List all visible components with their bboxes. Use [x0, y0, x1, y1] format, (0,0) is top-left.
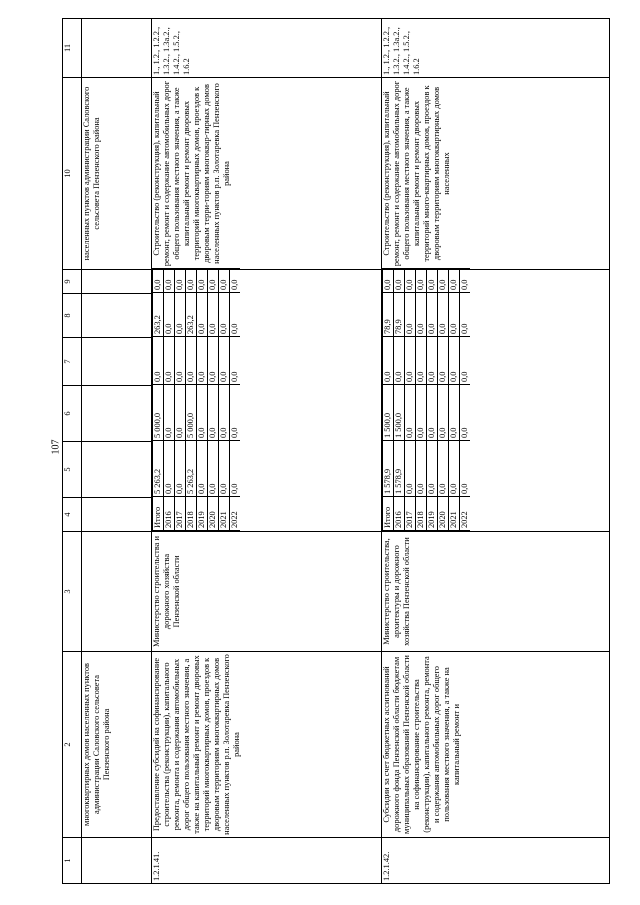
year-row: Итого 5 263,2 5 000,0 0,0 263,2 0,0 — [153, 269, 164, 531]
header-cell: 9 — [63, 270, 82, 294]
financing-table — [152, 268, 240, 531]
header-cell: 2 — [63, 652, 82, 838]
financing-block — [382, 270, 610, 532]
header-cell: 1 — [63, 838, 82, 884]
year-row: 2019 0,0 0,0 0,0 0,0 0,0 — [427, 269, 438, 531]
page-number: 107 — [50, 439, 61, 455]
table-row — [382, 19, 610, 884]
year-row: 2017 0,0 0,0 0,0 0,0 0,0 — [175, 269, 186, 531]
header-cell: 10 — [63, 78, 82, 270]
continuation-name: многоквартирных домов населенных пунктов администрации Саловского сельсовета Пензенского района — [82, 652, 152, 838]
header-cell: 4 — [63, 498, 82, 532]
header-cell: 3 — [63, 532, 82, 652]
year-row: 2022 0,0 0,0 0,0 0,0 0,0 — [230, 269, 241, 531]
year-row: 2016 1 578,9 1 500,0 0,0 78,9 0,0 — [394, 269, 405, 531]
year-row: 2017 0,0 0,0 0,0 0,0 0,0 — [405, 269, 416, 531]
year-row: 2018 5 263,2 5 000,0 0,0 263,2 0,0 — [186, 269, 197, 531]
year-row: 2020 0,0 0,0 0,0 0,0 0,0 — [438, 269, 449, 531]
program-table — [62, 18, 610, 884]
header-cell: 6 — [63, 386, 82, 442]
expected-result: Строительство (реконструкция), капитальный ремонт, ремонт и содержание автомобильных дорог общего пользования местного значения, а также капитальный ремонт и ремонт дворовых территорий многоквартирных домов, проездов к дворовым терри-ториям многоквар-тирных домов населенных пунктов р.п. Золотаревка Пензенского района — [152, 78, 382, 270]
continuation-result: населенных пунктов администрации Саловского сельсовета Пензенского района — [82, 78, 152, 270]
year-row: 2022 0,0 0,0 0,0 0,0 0,0 — [460, 269, 471, 531]
header-row — [63, 19, 82, 884]
executor: Министерство строительства и дорожного хозяйства Пензенской области — [152, 532, 382, 652]
year-row: 2016 0,0 0,0 0,0 0,0 0,0 — [164, 269, 175, 531]
header-cell: 7 — [63, 338, 82, 386]
indicator-refs: 1., 1.2., 1.2.2., 1.3.2., 1.3а.2., 1.4.2., 1.5.2., 1.6.2 — [382, 19, 610, 78]
year-row: 2019 0,0 0,0 0,0 0,0 0,0 — [197, 269, 208, 531]
year-row: 2021 0,0 0,0 0,0 0,0 0,0 — [449, 269, 460, 531]
indicator-refs: 1., 1.2., 1.2.2., 1.3.2., 1.3а.2., 1.4.2., 1.5.2., 1.6.2 — [152, 19, 382, 78]
year-row: Итого 1 578,9 1 500,0 0,0 78,9 0,0 — [383, 269, 394, 531]
executor: Министерство строительства, архитектуры и дорожного хозяйства Пензенской области — [382, 532, 610, 652]
year-row: 2020 0,0 0,0 0,0 0,0 0,0 — [208, 269, 219, 531]
financing-block — [152, 270, 382, 532]
table-row — [152, 19, 382, 884]
expected-result: Строительство (реконструкция), капитальный ремонт, ремонт и содержание автомобильных дорог общего пользования местного значения, а также капитальный ремонт и ремонт дворовых территорий много-квартирных домов, проездов к дворовым территориям многоквартирных домов населенных — [382, 78, 610, 270]
row-number: 1.2.1.41. — [152, 838, 382, 884]
year-row: 2021 0,0 0,0 0,0 0,0 0,0 — [219, 269, 230, 531]
header-cell: 8 — [63, 294, 82, 338]
program-table-sheet — [62, 19, 610, 884]
row-number: 1.2.1.42. — [382, 838, 610, 884]
continuation-row — [82, 19, 152, 884]
measure-name: Субсидии за счет бюджетных ассигнований дорожного фонда Пензенской области бюджетам муниципальных образований Пензенской области на софинансирование строительства (реконструкции), капитального ремонта, ремонта и содержания автомобильных дорог общего пользования местного значения, а также на капитальный ремонт и — [382, 652, 610, 838]
measure-name: Предоставление субсидий на софинансирование строительства (реконструкции), капитального ремонта, ремонта и содержания автомобильных дорог общего пользования местного значения, а также на капитальный ремонт и ремонт дворовых территорий многоквартирных домов, проездов к дворовым территориям многоквартирных домов населенных пунктов р.п. Золотаревка Пензенского района — [152, 652, 382, 838]
year-row: 2018 0,0 0,0 0,0 0,0 0,0 — [416, 269, 427, 531]
header-cell: 11 — [63, 19, 82, 78]
header-cell: 5 — [63, 442, 82, 498]
financing-table — [382, 268, 470, 531]
